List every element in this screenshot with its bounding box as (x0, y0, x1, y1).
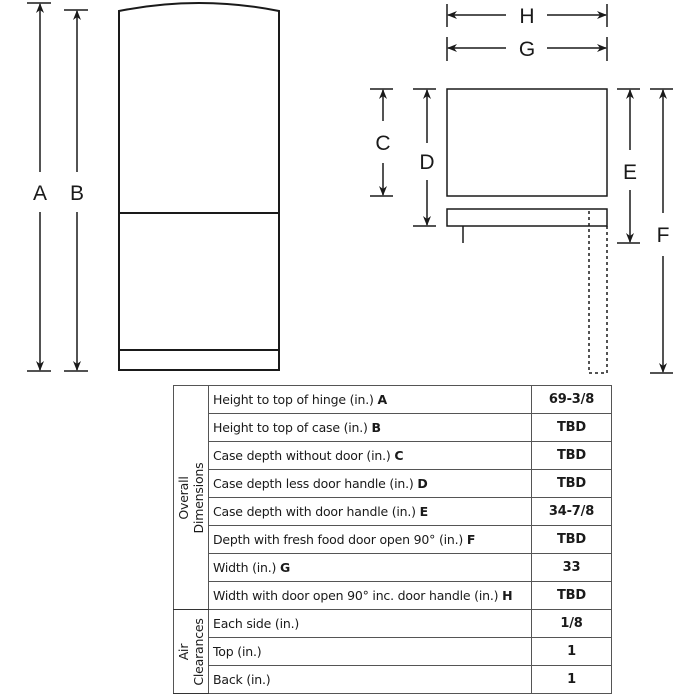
row-value: TBD (532, 414, 612, 442)
row-label-text: Back (in.) (213, 672, 271, 687)
row-key: F (466, 532, 476, 547)
row-value: 33 (532, 554, 612, 582)
row-label-text: Top (in.) (213, 644, 262, 659)
row-label (209, 526, 532, 554)
row-label (209, 582, 532, 610)
label-e: E (622, 161, 638, 184)
table-row (174, 554, 612, 582)
row-key: C (394, 448, 404, 463)
row-value: 34-7/8 (532, 498, 612, 526)
group-label-line: Overall (176, 475, 191, 520)
row-label (209, 666, 532, 694)
row-value: TBD (532, 442, 612, 470)
fridge-top-view (447, 89, 607, 373)
row-key: B (371, 420, 381, 435)
table-row (174, 442, 612, 470)
row-value: 1 (532, 638, 612, 666)
dimensions-table (173, 385, 612, 694)
label-h: H (519, 5, 535, 28)
group-label-line: Air (176, 643, 191, 660)
row-value: 1 (532, 666, 612, 694)
label-g: G (518, 38, 536, 61)
row-key: G (280, 560, 291, 575)
row-label-text: Case depth less door handle (in.) (213, 476, 414, 491)
row-label (209, 610, 532, 638)
row-label-text: Width (in.) (213, 560, 277, 575)
row-label-text: Each side (in.) (213, 616, 300, 631)
row-value: TBD (532, 526, 612, 554)
row-key: H (502, 588, 513, 603)
row-value: TBD (532, 470, 612, 498)
table-row (174, 386, 612, 414)
row-value: TBD (532, 582, 612, 610)
group-label (174, 610, 209, 694)
row-label (209, 442, 532, 470)
table-row (174, 414, 612, 442)
label-f: F (656, 224, 670, 247)
row-value: 1/8 (532, 610, 612, 638)
row-label (209, 386, 532, 414)
table-row (174, 498, 612, 526)
group-label-line: Dimensions (191, 462, 206, 533)
row-label-text: Depth with fresh food door open 90° (in.) (213, 532, 464, 547)
row-label (209, 638, 532, 666)
row-label-text: Case depth with door handle (in.) (213, 504, 416, 519)
row-label-text: Height to top of case (in.) (213, 420, 368, 435)
group-label-line: Clearances (191, 617, 206, 686)
table-row (174, 666, 612, 694)
row-label-text: Width with door open 90° inc. door handle (in.) (213, 588, 499, 603)
group-label (174, 386, 209, 610)
fridge-front-view (119, 3, 279, 370)
row-label (209, 554, 532, 582)
row-label-text: Height to top of hinge (in.) (213, 392, 374, 407)
table-row (174, 582, 612, 610)
table-row (174, 610, 612, 638)
label-c: C (375, 132, 391, 155)
row-key: E (419, 504, 428, 519)
table-row (174, 470, 612, 498)
row-label (209, 470, 532, 498)
table-row (174, 526, 612, 554)
row-label (209, 414, 532, 442)
label-a: A (32, 182, 48, 205)
row-label (209, 498, 532, 526)
label-d: D (419, 151, 435, 174)
row-key: D (417, 476, 428, 491)
row-label-text: Case depth without door (in.) (213, 448, 391, 463)
label-b: B (69, 182, 85, 205)
row-key: A (377, 392, 387, 407)
table-row (174, 638, 612, 666)
row-value: 69-3/8 (532, 386, 612, 414)
